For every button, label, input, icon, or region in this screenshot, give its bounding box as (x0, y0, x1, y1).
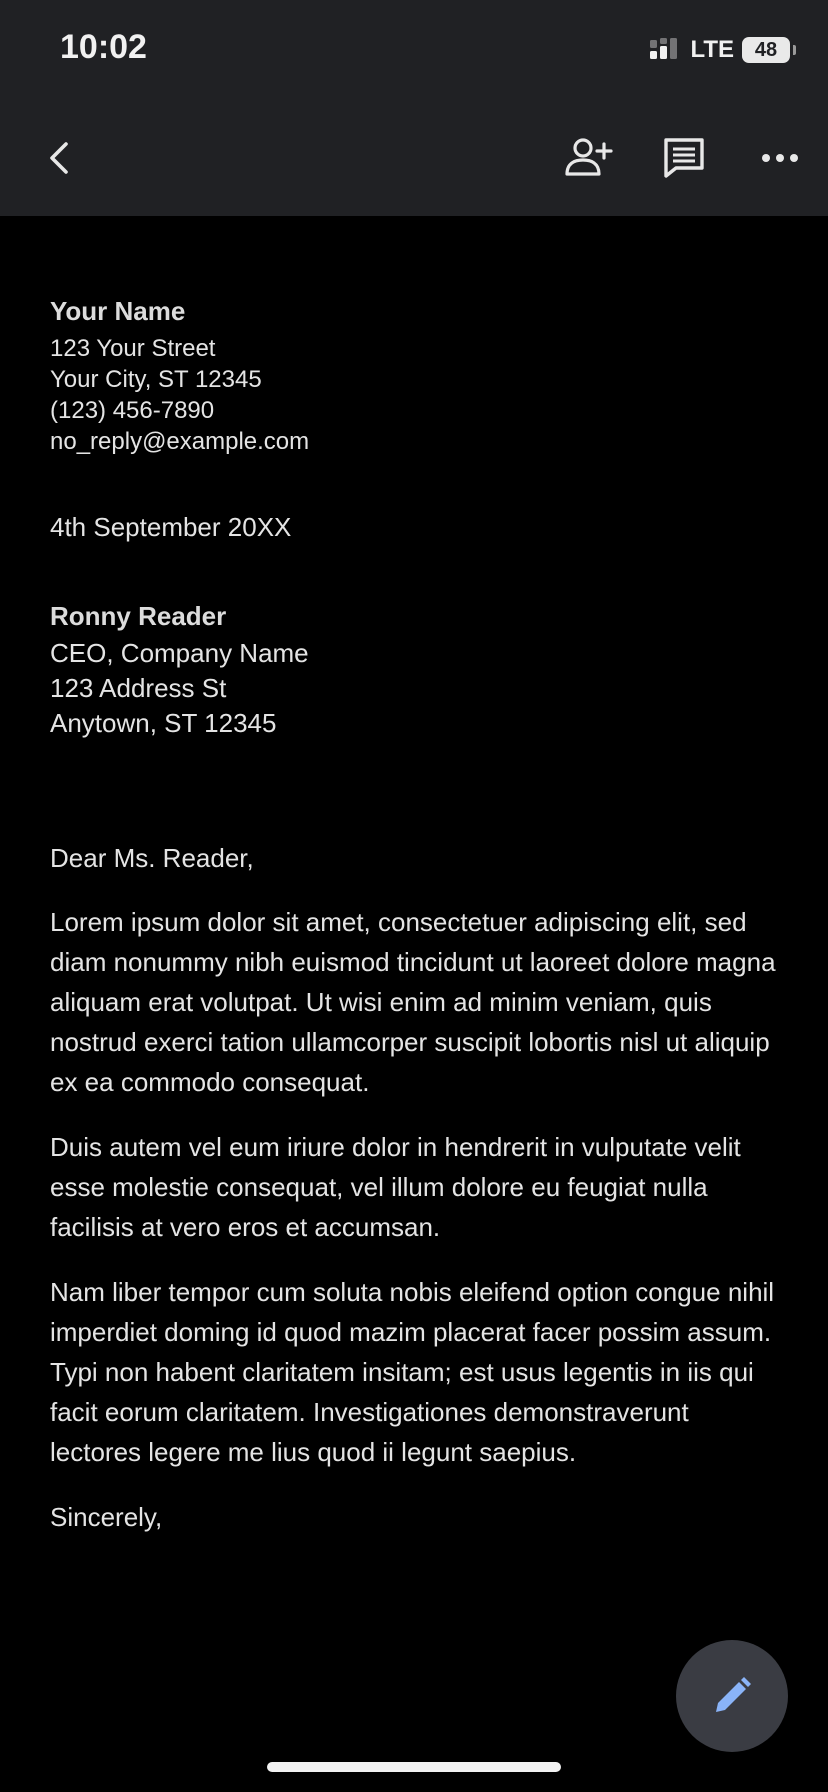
letter-date: 4th September 20XX (50, 512, 292, 542)
cellular-signal-icon (648, 37, 682, 63)
recipient-street: 123 Address St (50, 673, 227, 703)
comments-button[interactable] (656, 130, 712, 186)
back-button[interactable] (32, 130, 88, 186)
sender-phone: (123) 456-7890 (50, 397, 215, 424)
recipient-block (50, 601, 780, 741)
document-body (50, 296, 780, 1537)
back-arrow-icon (40, 138, 80, 178)
body-paragraph-2: Duis autem vel eum iriure dolor in hendrerit in vulputate velit esse molestie consequat, vel illum dolore eu feugiat nulla facilisis at vero eros et accumsan. (50, 1132, 741, 1242)
more-horizontal-icon (760, 152, 800, 164)
sender-block (50, 296, 780, 457)
home-indicator (267, 1762, 561, 1772)
comment-icon (662, 136, 706, 180)
status-time: 10:02 (60, 28, 147, 66)
pencil-edit-icon (710, 1674, 754, 1718)
recipient-title: CEO, Company Name (50, 638, 309, 668)
share-button[interactable] (560, 130, 616, 186)
edit-fab-button[interactable] (676, 1640, 788, 1752)
recipient-city: Anytown, ST 12345 (50, 708, 277, 738)
recipient-name: Ronny Reader (50, 601, 227, 631)
top-app-bar (0, 0, 828, 216)
sender-city: Your City, ST 12345 (50, 366, 262, 393)
body-paragraph-1: Lorem ipsum dolor sit amet, consectetuer adipiscing elit, sed diam nonummy nibh euismod tincidunt ut laoreet dolore magna aliquam erat volutpat. Ut wisi enim ad minim veniam, quis nostrud exerci tation ullamcorper suscipit lobortis nisl ut aliquip ex ea commodo consequat. (50, 907, 776, 1097)
add-person-icon (563, 136, 613, 180)
status-indicators (648, 36, 790, 64)
closing: Sincerely, (50, 1502, 163, 1532)
sender-email: no_reply@example.com (50, 428, 310, 455)
battery-level: 48 (754, 38, 778, 61)
sender-street: 123 Your Street (50, 335, 216, 362)
more-options-button[interactable] (752, 130, 808, 186)
battery-indicator (742, 37, 790, 63)
network-type: LTE (690, 36, 734, 63)
salutation: Dear Ms. Reader, (50, 843, 254, 873)
sender-name: Your Name (50, 296, 186, 326)
body-paragraph-3: Nam liber tempor cum soluta nobis eleifend option congue nihil imperdiet doming id quod mazim placerat facer possim assum. Typi non habent claritatem insitam; est usus legentis in iis qui facit eorum claritatem. Investigationes demonstraverunt lectores legere me lius quod ii legunt saepius. (50, 1277, 775, 1467)
